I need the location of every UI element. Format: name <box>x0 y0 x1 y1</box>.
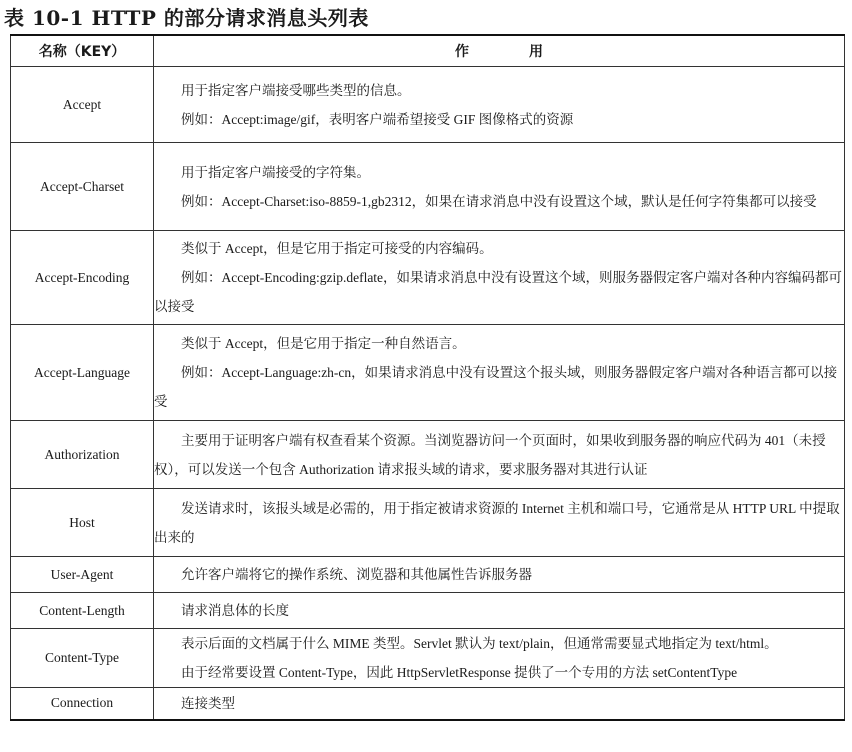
table-row <box>11 325 845 421</box>
header-key-cell: Accept-Encoding <box>11 231 154 325</box>
description-paragraph: 例如：Accept:image/gif，表明客户端希望接受 GIF 图像格式的资源 <box>181 111 574 127</box>
header-key-cell: Authorization <box>11 421 154 489</box>
table-row <box>11 557 845 593</box>
table-row <box>11 629 845 688</box>
header-key-cell: Connection <box>11 688 154 720</box>
column-header-key: 名称（KEY） <box>11 35 154 67</box>
header-key-cell: Accept-Charset <box>11 143 154 231</box>
http-request-headers-table <box>10 34 845 721</box>
header-description-cell <box>154 67 845 143</box>
header-description-cell <box>154 593 845 629</box>
header-description-cell <box>154 143 845 231</box>
header-key-cell: Accept <box>11 67 154 143</box>
description-paragraph: 发送请求时，该报头域是必需的，用于指定被请求资源的 Internet 主机和端口号，它通常是从 HTTP URL 中提取出来的 <box>154 500 840 545</box>
table-row <box>11 421 845 489</box>
header-key-cell: Content-Length <box>11 593 154 629</box>
header-key-cell: Content-Type <box>11 629 154 688</box>
description-paragraph: 允许客户端将它的操作系统、浏览器和其他属性告诉服务器 <box>181 567 532 582</box>
description-paragraph: 用于指定客户端接受哪些类型的信息。 <box>181 82 411 98</box>
table-body <box>11 67 845 720</box>
description-paragraph: 类似于 Accept，但是它用于指定可接受的内容编码。 <box>181 241 493 256</box>
table-caption: 表 10-1 HTTP 的部分请求消息头列表 <box>4 6 369 30</box>
header-description-cell <box>154 489 845 557</box>
description-paragraph: 请求消息体的长度 <box>181 603 289 618</box>
column-header-description: 作用 <box>154 35 845 67</box>
table-row <box>11 231 845 325</box>
header-key-cell: Accept-Language <box>11 325 154 421</box>
table-row <box>11 143 845 231</box>
header-description-cell <box>154 421 845 489</box>
header-description-cell <box>154 688 845 720</box>
description-paragraph: 类似于 Accept，但是它用于指定一种自然语言。 <box>181 336 466 351</box>
header-description-cell <box>154 325 845 421</box>
description-paragraph: 例如：Accept-Language:zh-cn，如果请求消息中没有设置这个报头域，则服务器假定客户端对各种语言都可以接受 <box>154 365 838 409</box>
table-header-row <box>11 35 845 67</box>
header-description-cell <box>154 231 845 325</box>
description-paragraph: 例如：Accept-Encoding:gzip.deflate，如果请求消息中没有设置这个域，则服务器假定客户端对各种内容编码都可以接受 <box>154 270 843 314</box>
table-row <box>11 593 845 629</box>
table-row <box>11 489 845 557</box>
header-description-cell <box>154 557 845 593</box>
description-paragraph: 主要用于证明客户端有权查看某个资源。当浏览器访问一个页面时，如果收到服务器的响应代码为 401（未授权），可以发送一个包含 Authorization 请求报头域的请求，要求服务器对其进行认证 <box>154 432 826 477</box>
header-key-cell: User-Agent <box>11 557 154 593</box>
description-paragraph: 表示后面的文档属于什么 MIME 类型。Servlet 默认为 text/plain，但通常需要显式地指定为 text/html。 <box>181 636 778 651</box>
description-paragraph: 连接类型 <box>181 695 235 711</box>
header-key-cell: Host <box>11 489 154 557</box>
description-paragraph: 例如：Accept-Charset:iso-8859-1,gb2312，如果在请求消息中没有设置这个域，默认是任何字符集都可以接受 <box>181 193 817 209</box>
table-row <box>11 67 845 143</box>
table-row <box>11 688 845 720</box>
description-paragraph: 由于经常要设置 Content-Type，因此 HttpServletResponse 提供了一个专用的方法 setContentType <box>181 665 738 680</box>
description-paragraph: 用于指定客户端接受的字符集。 <box>181 164 370 180</box>
header-description-cell <box>154 629 845 688</box>
